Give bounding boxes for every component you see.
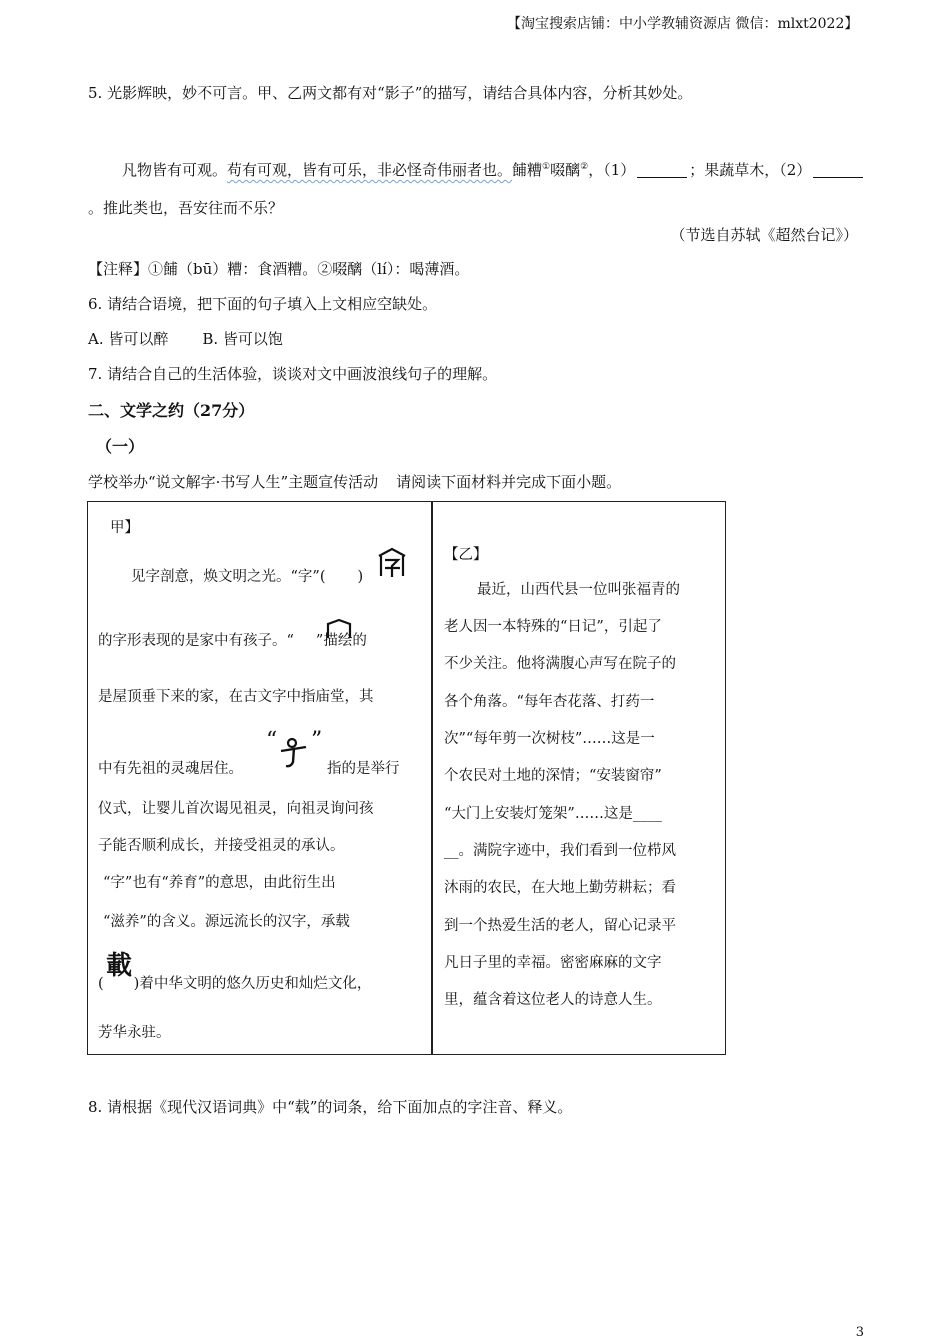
jia-label: 甲】 (110, 520, 139, 536)
quote-mark: ” (311, 728, 323, 753)
intro-part: 请阅读下面材料并完成下面小题。 (396, 473, 622, 491)
jia-line: 仪式，让婴儿首次谒见祖灵，向祖灵询问孩 (98, 801, 374, 817)
passage-part: 餔糟 (512, 161, 543, 179)
passage-part: ，（1） (588, 161, 636, 179)
yi-label: 【乙】 (444, 547, 488, 563)
quote-mark: “ (266, 728, 278, 753)
jia-line: 指的是举行 (327, 761, 400, 777)
page-header: 【淘宝搜索店铺：中小学教辅资源店 微信：mlxt2022】 (507, 16, 859, 32)
passage-part: 。推此类也，吾安往而不乐？ (88, 199, 284, 217)
option-a: A. 皆可以醉 (88, 330, 169, 348)
glyph-child-icon (278, 736, 310, 770)
passage-part: 凡物皆有可观。 (122, 161, 228, 179)
question-5: 5. 光影辉映，妙不可言。甲、乙两文都有对“影子”的描写，请结合具体内容，分析其妙处。 (88, 84, 693, 102)
yi-line: 里，蕴含着这位老人的诗意人生。 (444, 992, 662, 1008)
intro-part: 学校举办“说文解字·书写人生”主题宣传活动 (88, 473, 379, 491)
footnote-mark: ② (580, 162, 589, 172)
blank-1[interactable] (637, 162, 687, 178)
question-7: 7. 请结合自己的生活体验，谈谈对文中画波浪线句子的理解。 (88, 365, 498, 383)
yi-line: 不少关注。他将满腹心声写在院子的 (444, 656, 676, 672)
jia-line: “滋养”的含义。源远流长的汉字，承载 (103, 914, 350, 930)
classical-passage (88, 148, 868, 227)
jia-line: “字”也有“养育”的意思，由此衍生出 (103, 875, 336, 891)
subsection-heading: （一） (96, 437, 145, 456)
table-divider (431, 501, 433, 1055)
jia-line: 是屋顶垂下来的家，在古文字中指庙堂，其 (98, 689, 374, 705)
jia-line: 中有先祖的灵魂居住。 (98, 761, 243, 777)
section-heading: 二、文学之约（27分） (88, 401, 255, 420)
yi-line: 个农民对土地的深情；“安装窗帘” (444, 768, 662, 784)
question-8: 8. 请根据《现代汉语词典》中“载”的词条，给下面加点的字注音、释义。 (88, 1098, 573, 1116)
options-row (88, 328, 283, 349)
yi-line: 次”“每年剪一次树枝”……这是一 (444, 731, 655, 747)
jia-line: 见字剖意，焕文明之光。“字”( ) (131, 569, 364, 585)
jia-line: 的字形表现的是家中有孩子。“ ”描绘的 (98, 633, 367, 649)
jia-line: ( )着中华文明的悠久历史和灿烂文化， (98, 976, 372, 992)
footnote-mark: ① (542, 162, 551, 172)
blank-2[interactable] (813, 162, 863, 178)
activity-intro (88, 471, 621, 492)
page-number: 3 (855, 1325, 864, 1340)
yi-line: __。满院字迹中，我们看到一位栉风 (444, 843, 676, 859)
glyph-roof-icon (325, 618, 353, 642)
annotation-note: 【注释】①餔（bū）糟：食酒糟。②啜醨（lí）：喝薄酒。 (88, 260, 470, 278)
yi-line: 最近，山西代县一位叫张福青的 (477, 582, 680, 598)
passage-part: 啜醨 (550, 161, 581, 179)
yi-line: “大门上安装灯笼架”……这是____ (444, 806, 662, 822)
yi-line: 各个角落。“每年杏花落、打药一 (444, 694, 655, 710)
glyph-zai-icon: 載 (106, 951, 133, 981)
wavy-underlined-sentence: 苟有可观，皆有可乐，非必怪奇伟丽者也。 (227, 161, 513, 179)
jia-line: 子能否顺利成长，并接受祖灵的承认。 (98, 838, 345, 854)
glyph-zi-seal-icon (374, 546, 410, 580)
passage-part: ；果蔬草木，（2） (689, 161, 812, 179)
yi-line: 沐雨的农民，在大地上勤劳耕耘；看 (444, 880, 676, 896)
jia-line: 芳华永驻。 (98, 1025, 171, 1041)
yi-line: 凡日子里的幸福。密密麻麻的文字 (444, 955, 662, 971)
passage-source: （节选自苏轼《超然台记》） (670, 226, 858, 244)
question-6: 6. 请结合语境，把下面的句子填入上文相应空缺处。 (88, 295, 438, 313)
yi-line: 老人因一本特殊的“日记”，引起了 (444, 619, 662, 635)
yi-line: 到一个热爱生活的老人，留心记录平 (444, 918, 676, 934)
option-b: B. 皆可以饱 (202, 330, 283, 348)
